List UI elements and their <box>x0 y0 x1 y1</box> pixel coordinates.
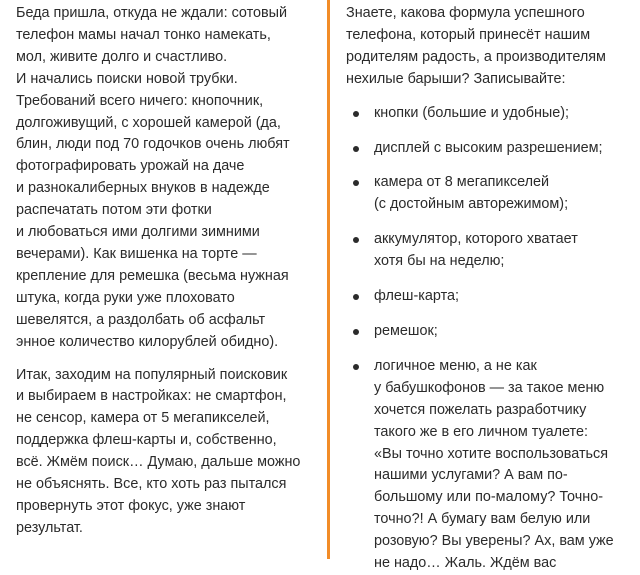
bullet-icon <box>353 146 359 152</box>
text-line: аккумулятор, которого хватает <box>374 231 578 248</box>
text-line: энное количество килорублей обидно). <box>16 333 279 350</box>
text-line: И начались поиски новой трубки. <box>16 70 238 87</box>
text-line: такого же в его личном туалете: <box>374 423 588 440</box>
text-line: поддержка флеш-карты и, собственно, <box>16 432 277 449</box>
text-line: кнопки (большие и удобные); <box>374 104 570 121</box>
text-line: и выбираем в настройках: не смартфон, <box>16 388 287 405</box>
text-line: флеш-карта; <box>374 288 459 305</box>
text-line: телефона, который принесёт нашим <box>346 26 591 43</box>
text-line: распечатать потом эти фотки <box>16 202 212 219</box>
body-paragraph <box>16 3 326 354</box>
bullet-icon <box>353 111 359 117</box>
body-paragraph <box>16 365 326 540</box>
text-line: всё. Жмём поиск… Думаю, дальше можно <box>16 454 301 471</box>
text-line: Знаете, какова формула успешного <box>346 5 585 21</box>
text-line: (с достойным авторежимом); <box>374 196 569 213</box>
requirement-item <box>346 138 640 160</box>
text-line: родителям радость, а производителям <box>346 48 606 65</box>
text-line: и любоваться ими долгими зимними <box>16 224 260 241</box>
column-divider <box>327 0 330 559</box>
text-line: хотя бы на неделю; <box>374 253 505 270</box>
text-line: не объяснять. Все, кто хоть раз пытался <box>16 476 287 493</box>
text-line: большому или по-малому? Точно- <box>374 489 603 506</box>
right-column <box>334 0 640 572</box>
text-line: штука, когда руки уже плоховато <box>16 289 235 306</box>
text-line: фотографировать урожай на даче <box>16 158 245 175</box>
intro-paragraph <box>346 3 640 91</box>
text-line: не сенсор, камера от 5 мегапикселей, <box>16 410 270 427</box>
bullet-icon <box>353 180 359 186</box>
text-line: блин, люди под 70 годочков очень любят <box>16 136 290 153</box>
text-line: не надо… Жаль. Ждём вас <box>374 555 557 572</box>
text-line: логичное меню, а не как <box>374 357 537 374</box>
bullet-icon <box>353 329 359 335</box>
text-line: крепление для ремешка (весьма нужная <box>16 267 289 284</box>
text-line: дисплей с высоким разрешением; <box>374 139 603 156</box>
text-line: нехилые барыши? Записывайте: <box>346 70 566 87</box>
text-line: Требований всего ничего: кнопочник, <box>16 92 264 109</box>
requirements-list <box>346 103 640 575</box>
text-line: провернуть этот фокус, уже знают <box>16 497 246 514</box>
text-line: ремешок; <box>374 322 438 339</box>
text-line: долгоживущий, с хорошей камерой (да, <box>16 114 281 131</box>
text-line: хочется пожелать разработчику <box>374 401 587 418</box>
text-line: точно?! А бумагу вам белую или <box>374 511 591 528</box>
text-line: шевелятся, а раздолбать об асфальт <box>16 311 266 328</box>
text-line: результат. <box>16 519 83 536</box>
text-line: Беда пришла, откуда не ждали: сотовый <box>16 5 288 21</box>
text-line: у бабушкофонов — за такое меню <box>374 379 605 396</box>
text-line: нашими услугами? А вам по- <box>374 467 568 484</box>
requirement-item <box>346 356 640 575</box>
requirement-item <box>346 103 640 125</box>
requirement-item <box>346 321 640 343</box>
text-line: вечерами). Как вишенка на торте — <box>16 245 257 262</box>
text-line: камера от 8 мегапикселей <box>374 174 550 191</box>
requirement-item <box>346 286 640 308</box>
requirement-item <box>346 229 640 273</box>
requirement-item <box>346 172 640 216</box>
left-column <box>0 0 326 559</box>
text-line: Итак, заходим на популярный поисковик <box>16 366 288 383</box>
text-line: телефон мамы начал тонко намекать, <box>16 26 271 43</box>
bullet-icon <box>353 364 359 370</box>
text-line: мол, живите долго и счастливо. <box>16 48 228 65</box>
bullet-icon <box>353 294 359 300</box>
text-line: «Вы точно хотите воспользоваться <box>374 445 609 462</box>
text-line: розовую? Вы уверены? Ах, вам уже <box>374 533 614 550</box>
bullet-icon <box>353 237 359 243</box>
text-line: и разнокалиберных внуков в надежде <box>16 180 270 197</box>
